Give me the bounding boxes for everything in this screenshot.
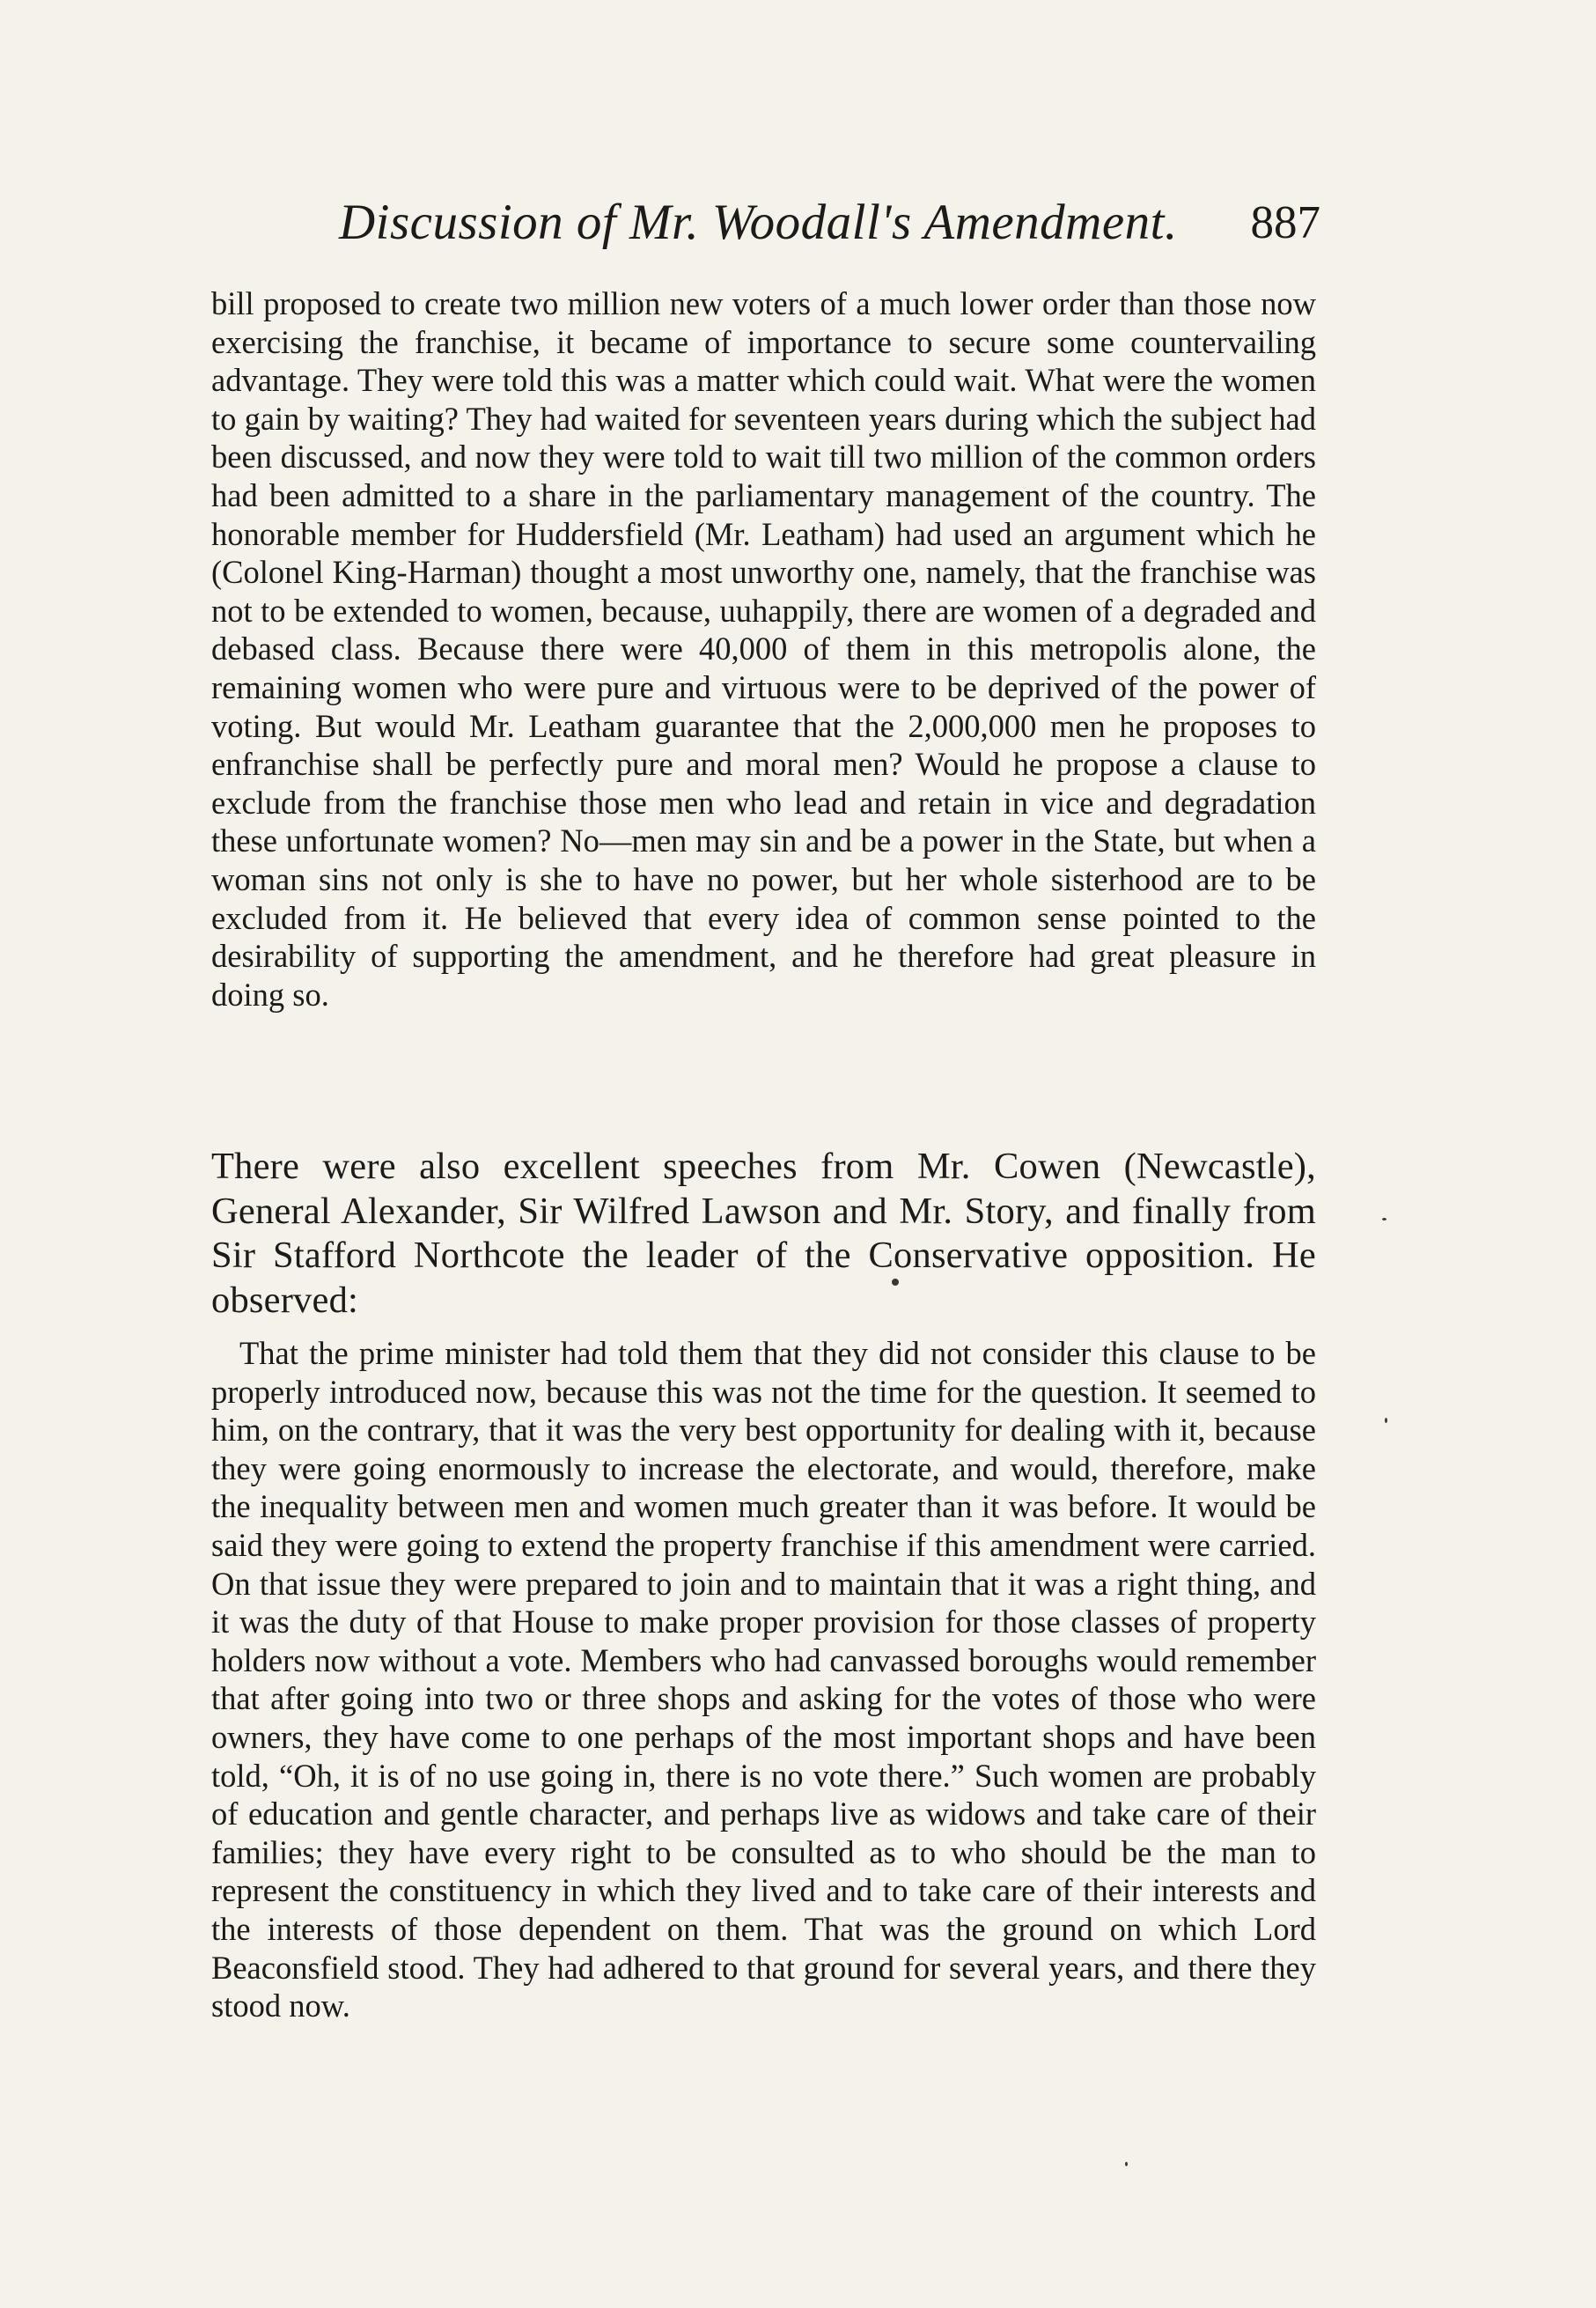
print-speck xyxy=(1385,1418,1387,1423)
print-speck xyxy=(892,1279,899,1286)
narrative-paragraph: There were also excellent speeches from Mr. Cowen (Newcastle), General Alexander, Sir Wilfred Lawson and Mr. Story, and finally from Sir Stafford Northcote the leader of the Conservative opposition. He observed: xyxy=(211,1146,1316,1321)
quoted-speech-paragraph-2: That the prime minister had told them that they did not consider this clause to be properly introduced now, because this was not the time for the question. It seemed to him, on the contrary, that it was the very best opportunity for dealing with it, because they were going enormously to increase the electorate, and would, therefore, make the inequality between men and women much greater than it was before. It would be said they were going to extend the property franchise if this amendment were carried. On that issue they were prepared to join and to maintain that it was a right thing, and it was the duty of that House to make proper provision for those classes of property holders now without a vote. Members who had canvassed boroughs would remember that after going into two or three shops and asking for the votes of those who were owners, they have come to one perhaps of the most important shops and have been told, “Oh, it is of no use going in, there is no vote there.” Such women are probably of education and gentle character, and perhaps live as widows and take care of their families; they have every right to be consulted as to who should be the man to represent the constituency in which they lived and to take care of their interests and the interests of those dependent on them. That was the ground on which Lord Beaconsfield stood. They had adhered to that ground for several years, and there they stood now. xyxy=(211,1335,1316,2024)
page-number: 887 xyxy=(1250,197,1320,248)
running-head-title: Discussion of Mr. Woodall's Amendment. xyxy=(339,195,1178,250)
print-speck xyxy=(1382,1218,1386,1220)
running-head xyxy=(339,192,1320,254)
quoted-speech-paragraph-1: bill proposed to create two million new voters of a much lower order than those now exercising the franchise, it became of importance to secure some countervailing advantage. They were told this was a matter which could wait. What were the women to gain by waiting? They had waited for seventeen years during which the subject had been discussed, and now they were told to wait till two million of the common orders had been admitted to a share in the parliamentary management of the country. The honorable member for Huddersfield (Mr. Leatham) had used an argument which he (Colonel King-Harman) thought a most unworthy one, namely, that the franchise was not to be extended to women, because, uuhappily, there are women of a degraded and debased class. Because there were 40,000 of them in this metropolis alone, the remaining women who were pure and virtuous were to be deprived of the power of voting. But would Mr. Leatham guarantee that the 2,000,000 men he proposes to enfranchise shall be perfectly pure and moral men? Would he propose a clause to exclude from the franchise those men who lead and retain in vice and degradation these unfortunate women? No—men may sin and be a power in the State, but when a woman sins not only is she to have no power, but her whole sisterhood are to be excluded from it. He believed that every idea of common sense pointed to the desirability of supporting the amendment, and he therefore had great pleasure in doing so. xyxy=(211,285,1316,1013)
print-speck xyxy=(1125,2162,1128,2166)
